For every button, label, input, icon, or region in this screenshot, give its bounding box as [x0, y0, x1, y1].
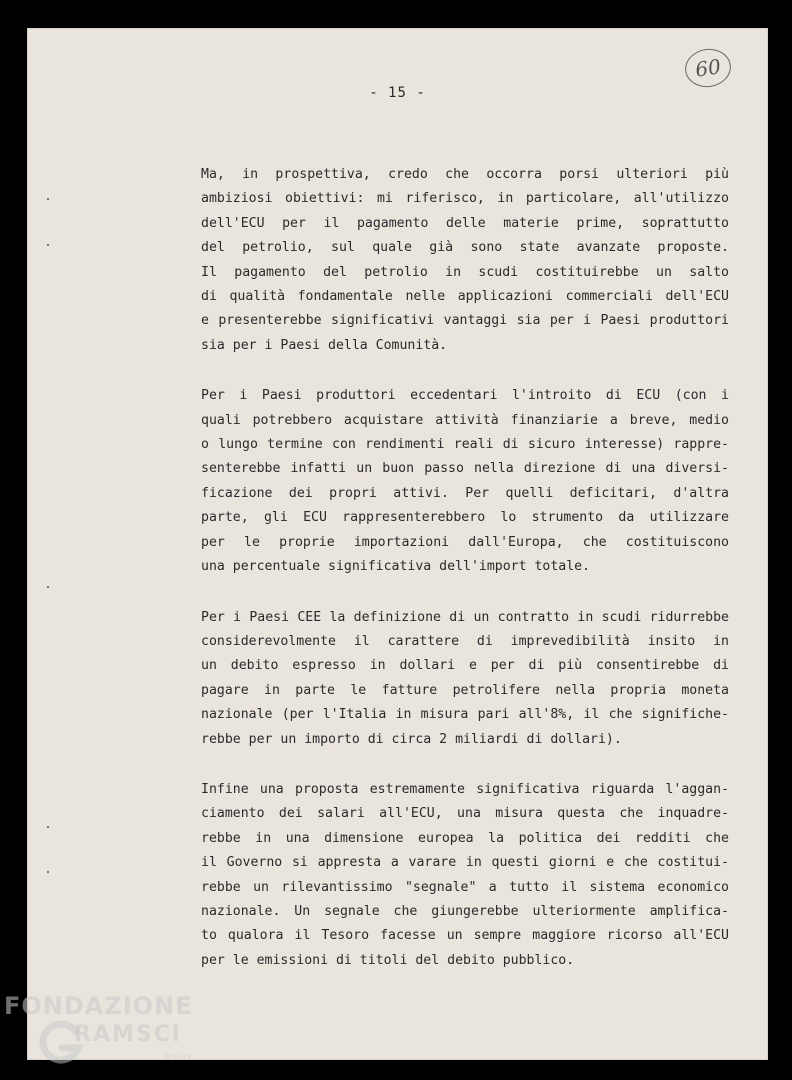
text-line: pagare in parte le fatture petrolifere nella propria moneta	[201, 682, 729, 698]
page-number: - 15 -	[369, 85, 426, 101]
text-line: senterebbe infatti un buon passo nella direzione di una diversi-	[201, 461, 729, 477]
paragraph	[201, 163, 729, 358]
fondazione-gramsci-watermark-logo	[4, 992, 244, 1080]
text-line: e presenterebbe significativi vantaggi sia per i Paesi produttori	[201, 313, 729, 329]
text-line: per le emissioni di titoli del debito pubblico.	[201, 952, 575, 968]
watermark-line-1: FONDAZIONE	[4, 992, 193, 1020]
text-line: un debito espresso in dollari e per di più consentirebbe di	[201, 658, 729, 674]
text-line: ficazione dei propri attivi. Per quelli deficitari, d'altra	[201, 485, 729, 501]
document-body	[201, 163, 729, 999]
margin-mark	[47, 871, 49, 873]
margin-mark	[47, 586, 49, 588]
watermark-small-text: Onlus	[164, 1052, 192, 1061]
watermark-line-2: RAMSCI	[74, 1022, 183, 1047]
text-line: rebbe un rilevantissimo "segnale" a tutto il sistema economico	[201, 879, 729, 895]
text-line: nazionale (per l'Italia in misura pari all'8%, il che significhe-	[201, 707, 729, 723]
text-line: rebbe in una dimensione europea la politica dei redditi che	[201, 830, 729, 846]
text-line: quali potrebbero acquistare attività finanziarie a breve, medio	[201, 412, 729, 428]
text-line: rebbe per un importo di circa 2 miliardi di dollari).	[201, 731, 622, 747]
paragraph	[201, 606, 729, 752]
text-line: Ma, in prospettiva, credo che occorra porsi ulteriori più	[201, 167, 729, 182]
text-line: ciamento dei salari all'ECU, una misura questa che inquadre-	[201, 806, 729, 822]
document-page	[27, 28, 768, 1060]
text-line: considerevolmente il carattere di imprevedibilità insito in	[201, 633, 729, 649]
text-line: il Governo si appresta a varare in questi giorni e che costitui-	[201, 855, 729, 871]
text-line: Il pagamento del petrolio in scudi costituirebbe un salto	[201, 264, 729, 280]
margin-mark	[47, 244, 49, 246]
text-line: to qualora il Tesoro facesse un sempre maggiore ricorso all'ECU	[201, 928, 729, 944]
text-line: sia per i Paesi della Comunità.	[201, 337, 448, 353]
text-line: Per i Paesi produttori eccedentari l'introito di ECU (con i	[201, 388, 729, 404]
margin-mark	[47, 198, 49, 200]
text-line: una percentuale significativa dell'import totale.	[201, 559, 591, 575]
paragraph	[201, 778, 729, 973]
text-line: ambiziosi obiettivi: mi riferisco, in particolare, all'utilizzo	[201, 191, 729, 207]
text-line: nazionale. Un segnale che giungerebbe ulteriormente amplifica-	[201, 903, 729, 919]
margin-mark	[47, 826, 49, 828]
text-line: di qualità fondamentale nelle applicazioni commerciali dell'ECU	[201, 289, 729, 305]
text-line: del petrolio, sul quale già sono state avanzate proposte.	[201, 240, 729, 256]
text-line: per le proprie importazioni dall'Europa, che costituiscono	[201, 534, 729, 550]
text-line: Per i Paesi CEE la definizione di un contratto in scudi ridurrebbe	[201, 609, 729, 625]
text-line: parte, gli ECU rappresenterebbero lo strumento da utilizzare	[201, 510, 729, 526]
paragraph	[201, 384, 729, 579]
text-line: Infine una proposta estremamente significativa riguarda l'aggan-	[201, 781, 729, 797]
text-line: dell'ECU per il pagamento delle materie prime, soprattutto	[201, 215, 729, 231]
archive-stamp-number: 60	[683, 46, 734, 90]
text-line: o lungo termine con rendimenti reali di sicuro interesse) rappre-	[201, 437, 729, 453]
